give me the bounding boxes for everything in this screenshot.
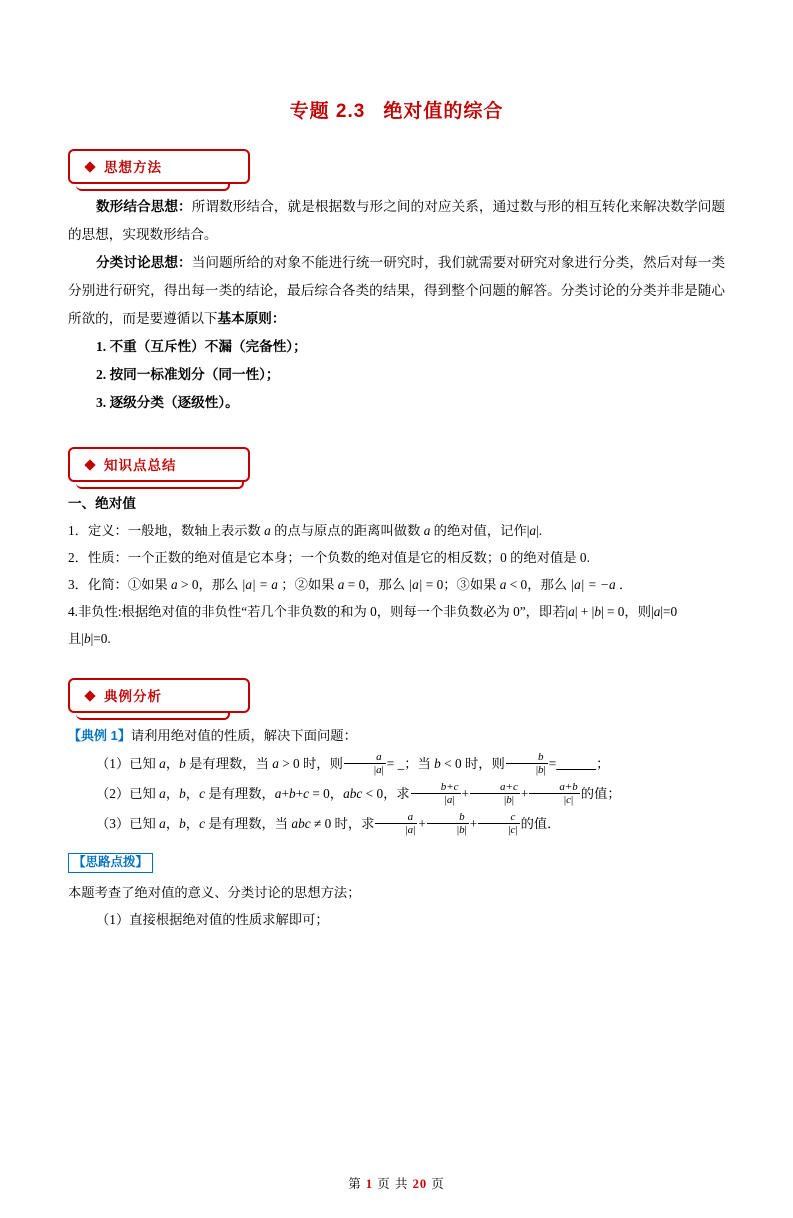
document-page [0, 96, 793, 1218]
rule-item: 2. 按同一标准划分（同一性）； [96, 367, 280, 382]
diamond-icon [84, 459, 95, 470]
section-body-thought-methods [68, 193, 725, 417]
hint-line-2: （1）直接根据绝对值的性质求解即可； [96, 911, 329, 927]
question-3: （3）已知 a，b，c 是有理数，当 abc ≠ 0 时，求 $\frac{a}{|a|}$ + $\frac{b}{|b|}$ + $\frac{c}{|c|}$ 的值． [96, 810, 561, 837]
knowledge-item-simplify: 3．化简：①如果 a > 0，那么 |a| = a ；②如果 a = 0，那么 |a| = 0；③如果 a < 0，那么 |a| = −a ． [68, 577, 633, 592]
example-header [68, 722, 725, 749]
hint-line-1: 本题考查了绝对值的意义、分类讨论的思想方法； [68, 884, 361, 900]
footer-page-number: 1 [365, 1177, 374, 1191]
paragraph-text: 当问题所给的对象不能进行统一研究时，我们就需要对研究对象进行分类，然后对每一类分别进行研究，得出每一类的结论，最后综合各类的结果，得到整个问题的解答。分类讨论的分类并非是随心所欲的，而是要遵循以下 [68, 255, 726, 326]
knowledge-item-property: 2．性质：一个正数的绝对值是它本身；一个负数的绝对值是它的相反数；0 的绝对值是 0. [68, 550, 590, 565]
question-1: （1）已知 a，b 是有理数，当 a > 0 时，则 $\frac{a}{|a|}$ = _；当 b < 0 时，则 $\frac{b}{|b|}$ = ； [96, 750, 610, 777]
page-title-main: 专题 2.3 [289, 101, 366, 122]
page-footer [0, 1174, 793, 1192]
knowledge-item-definition: 1．定义：一般地，数轴上表示数 a 的点与原点的距离叫做数 a 的绝对值，记作|a|. [68, 523, 543, 538]
hint-label: 【思路点拨】 [68, 853, 153, 873]
paragraph-text: 所谓数形结合，就是根据数与形之间的对应关系，通过数与形的相互转化来解决数学问题的思想，实现数形结合。 [68, 199, 726, 242]
section-banner-thought-methods [68, 149, 725, 183]
sub-heading-absolute-value: 一、绝对值 [68, 496, 136, 511]
example-text: 请利用绝对值的性质，解决下面问题： [130, 728, 357, 743]
section-banner-example-analysis [68, 678, 725, 712]
page-title [68, 96, 725, 123]
section-banner-label: 典例分析 [104, 689, 162, 704]
paragraph-classification [68, 249, 725, 333]
rule-item: 3. 逐级分类（逐级性）。 [96, 395, 239, 410]
example-tag: 【典例 1】 [68, 728, 131, 743]
paragraph-lead: 数形结合思想： [96, 199, 192, 214]
paragraph-lead: 分类讨论思想： [96, 255, 192, 270]
footer-suffix: 页 [431, 1177, 445, 1191]
rule-list [68, 333, 725, 417]
page-title-sub: 绝对值的综合 [383, 101, 504, 122]
footer-middle: 页 共 [377, 1177, 409, 1191]
paragraph-tail-bold: 基本原则： [217, 311, 286, 326]
section-body-example-analysis [68, 722, 725, 933]
diamond-icon [84, 161, 95, 172]
section-banner-label: 思想方法 [104, 160, 162, 175]
section-banner-label: 知识点总结 [104, 458, 177, 473]
knowledge-item-nonnegativity: 4.非负性:根据绝对值的非负性“若几个非负数的和为 0，则每一个非负数必为 0”，即若|a| + |b| = 0，则|a|=0 [68, 604, 678, 619]
knowledge-item-nonnegativity-cont: 且|b|=0. [68, 631, 111, 646]
footer-total-pages: 20 [412, 1177, 428, 1191]
section-banner-knowledge-summary [68, 447, 725, 481]
footer-prefix: 第 [348, 1177, 362, 1191]
paragraph-shape-number [68, 193, 725, 249]
rule-item: 1. 不重（互斥性）不漏（完备性）； [96, 339, 307, 354]
section-body-knowledge-summary [68, 491, 725, 652]
diamond-icon [84, 690, 95, 701]
question-2: （2）已知 a，b，c 是有理数，a+b+c = 0，abc < 0，求 $\frac{b+c}{|a|}$ + $\frac{a+c}{|b|}$ + $\frac{a+b}{|c|}$ 的值； [96, 780, 621, 807]
